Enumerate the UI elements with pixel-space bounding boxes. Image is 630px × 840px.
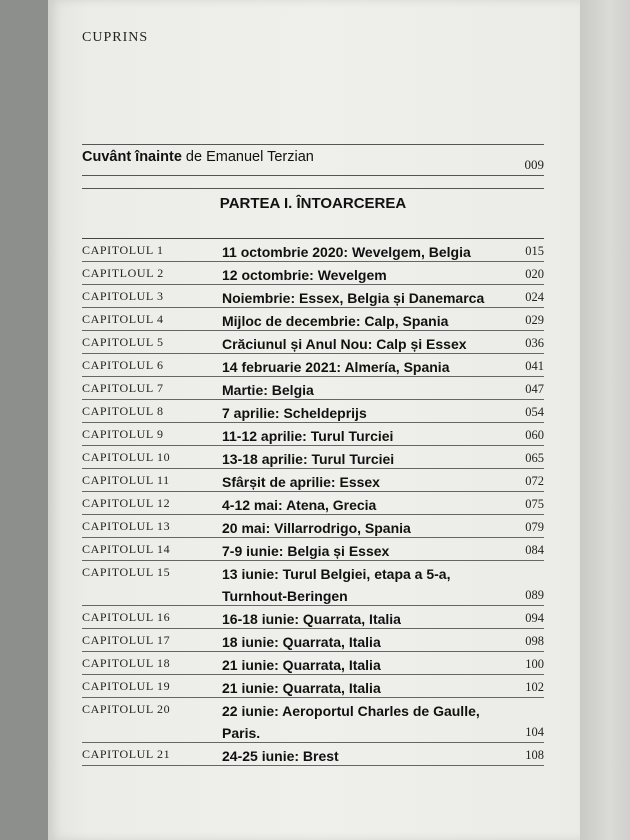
chapter-page: 108 <box>525 748 544 762</box>
part-heading <box>82 188 544 231</box>
chapter-label: CAPITOLUL 10 <box>82 450 171 464</box>
toc-row <box>82 423 544 446</box>
toc-row <box>82 561 544 606</box>
chapter-title: 21 iunie: Quarrata, Italia <box>222 657 381 673</box>
toc-row <box>82 492 544 515</box>
chapter-page: 041 <box>525 359 544 373</box>
chapter-title: 11 octombrie 2020: Wevelgem, Belgia <box>222 244 471 260</box>
chapter-label: CAPITOLUL 4 <box>82 312 164 326</box>
chapter-page: 098 <box>525 634 544 648</box>
chapter-page: 104 <box>525 725 544 739</box>
toc-row <box>82 629 544 652</box>
chapter-title: Mijloc de decembrie: Calp, Spania <box>222 313 449 329</box>
toc-row <box>82 743 544 766</box>
chapter-title: Noiembrie: Essex, Belgia și Danemarca <box>222 290 485 306</box>
toc-row <box>82 469 544 492</box>
chapter-label: CAPITOLUL 3 <box>82 289 164 303</box>
chapter-label: CAPITOLUL 21 <box>82 747 171 761</box>
toc-row <box>82 239 544 262</box>
chapter-label: CAPITOLUL 16 <box>82 610 171 624</box>
chapter-title: 13-18 aprilie: Turul Turciei <box>222 451 395 467</box>
chapter-title: 16-18 iunie: Quarrata, Italia <box>222 611 401 627</box>
toc-row <box>82 698 544 743</box>
chapter-title: 4-12 mai: Atena, Grecia <box>222 497 377 513</box>
toc-row <box>82 262 544 285</box>
toc-row <box>82 308 544 331</box>
chapter-title: 13 iunie: Turul Belgiei, etapa a 5-a, Turnhout-Beringen <box>222 566 451 604</box>
chapter-title: 7 aprilie: Scheldeprijs <box>222 405 367 421</box>
chapter-title: Martie: Belgia <box>222 382 314 398</box>
chapter-title: 14 februarie 2021: Almería, Spania <box>222 359 450 375</box>
foreword-title <box>82 149 314 165</box>
chapter-label: CAPITOLUL 1 <box>82 243 164 257</box>
foreword-title-bold: Cuvânt înainte <box>82 149 182 165</box>
toc-row <box>82 538 544 561</box>
part-title: PARTEA I. ÎNTOARCEREA <box>219 195 407 212</box>
chapter-label: CAPITOLUL 7 <box>82 381 164 395</box>
chapter-page: 024 <box>525 290 544 304</box>
chapter-label: CAPITOLUL 11 <box>82 473 170 487</box>
chapter-page: 047 <box>525 382 544 396</box>
chapter-page: 089 <box>525 588 544 602</box>
toc-row <box>82 331 544 354</box>
chapter-page: 054 <box>525 405 544 419</box>
chapter-label: CAPITOLUL 19 <box>82 679 171 693</box>
chapter-page: 020 <box>525 267 544 281</box>
chapter-page: 036 <box>525 336 544 350</box>
chapter-page: 079 <box>525 520 544 534</box>
chapter-title: Sfârșit de aprilie: Essex <box>222 474 380 490</box>
chapter-title: Crăciunul și Anul Nou: Calp și Essex <box>222 336 467 352</box>
toc-row <box>82 446 544 469</box>
chapter-title: 24-25 iunie: Brest <box>222 748 339 764</box>
chapter-title: 22 iunie: Aeroportul Charles de Gaulle, Paris. <box>222 703 480 741</box>
chapter-label: CAPITLOUL 2 <box>82 266 164 280</box>
toc-row <box>82 606 544 629</box>
chapter-page: 029 <box>525 313 544 327</box>
foreword-author: de Emanuel Terzian <box>181 149 314 165</box>
next-page-edge <box>580 0 630 840</box>
page-header: CUPRINS <box>82 30 149 45</box>
chapter-label: CAPITOLUL 12 <box>82 496 171 510</box>
chapter-page: 094 <box>525 611 544 625</box>
chapter-page: 072 <box>525 474 544 488</box>
chapter-title: 20 mai: Villarrodrigo, Spania <box>222 520 411 536</box>
chapter-title: 11-12 aprilie: Turul Turciei <box>222 428 394 444</box>
chapter-page: 015 <box>525 244 544 258</box>
chapter-page: 065 <box>525 451 544 465</box>
chapter-page: 084 <box>525 543 544 557</box>
foreword-page: 009 <box>524 157 544 172</box>
toc-list <box>82 238 544 766</box>
chapter-label: CAPITOLUL 15 <box>82 565 171 579</box>
chapter-label: CAPITOLUL 8 <box>82 404 164 418</box>
toc-row <box>82 675 544 698</box>
chapter-title: 12 octombrie: Wevelgem <box>222 267 387 283</box>
foreword-entry <box>82 144 544 176</box>
chapter-label: CAPITOLUL 6 <box>82 358 164 372</box>
chapter-label: CAPITOLUL 9 <box>82 427 164 441</box>
chapter-page: 075 <box>525 497 544 511</box>
chapter-title: 21 iunie: Quarrata, Italia <box>222 680 381 696</box>
chapter-label: CAPITOLUL 20 <box>82 702 171 716</box>
chapter-label: CAPITOLUL 14 <box>82 542 171 556</box>
toc-row <box>82 285 544 308</box>
chapter-label: CAPITOLUL 17 <box>82 633 171 647</box>
chapter-label: CAPITOLUL 13 <box>82 519 171 533</box>
toc-row <box>82 400 544 423</box>
toc-row <box>82 652 544 675</box>
chapter-label: CAPITOLUL 18 <box>82 656 171 670</box>
chapter-title: 18 iunie: Quarrata, Italia <box>222 634 381 650</box>
toc-row <box>82 515 544 538</box>
chapter-page: 060 <box>525 428 544 442</box>
chapter-label: CAPITOLUL 5 <box>82 335 164 349</box>
toc-row <box>82 377 544 400</box>
chapter-title: 7-9 iunie: Belgia și Essex <box>222 543 390 559</box>
chapter-page: 100 <box>525 657 544 671</box>
chapter-page: 102 <box>525 680 544 694</box>
toc-row <box>82 354 544 377</box>
